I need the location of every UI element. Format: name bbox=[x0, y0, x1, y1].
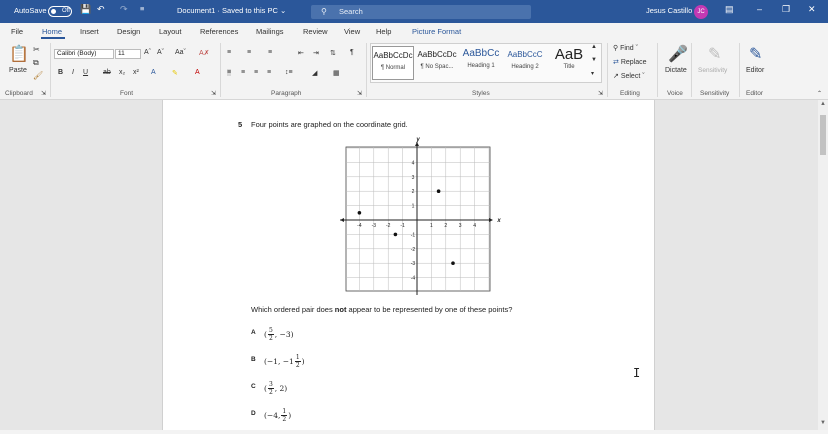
line-spacing-icon[interactable]: ↕≡ bbox=[285, 69, 293, 76]
editing-group-label: Editing bbox=[620, 90, 640, 97]
coordinate-grid[interactable] bbox=[346, 137, 501, 297]
tab-picture-format[interactable]: Picture Format bbox=[412, 27, 462, 36]
divider bbox=[607, 43, 608, 97]
style-preview: AaBbCc bbox=[462, 48, 500, 59]
option-open: ( bbox=[264, 329, 267, 339]
ibeam-cursor-icon: I bbox=[633, 366, 641, 380]
grow-font-icon[interactable]: Aˆ bbox=[144, 49, 151, 56]
scroll-up-icon[interactable]: ▲ bbox=[820, 101, 826, 107]
sensitivity-icon[interactable]: ✎ bbox=[708, 46, 722, 63]
tab-home[interactable]: Home bbox=[42, 27, 63, 36]
editor-icon[interactable]: ✎ bbox=[749, 46, 763, 63]
styles-launcher-icon[interactable]: ⇲ bbox=[598, 91, 604, 97]
autosave-label: AutoSave bbox=[14, 6, 47, 15]
superscript-icon[interactable]: x² bbox=[133, 69, 139, 76]
search-input[interactable] bbox=[311, 5, 531, 19]
fraction-numerator: 1 bbox=[295, 353, 300, 361]
option-open: (−1, −1 bbox=[264, 356, 294, 366]
search-icon: ⚲ bbox=[321, 7, 327, 16]
clear-formatting-icon[interactable]: A✗ bbox=[199, 50, 210, 57]
style-name: ¶ No Spac... bbox=[420, 64, 454, 70]
find-icon: ⚲ bbox=[613, 45, 621, 52]
sensitivity-button[interactable]: Sensitivity bbox=[698, 67, 728, 74]
styles-scroll-down-icon[interactable]: ▼ bbox=[591, 57, 597, 63]
divider bbox=[220, 43, 221, 97]
replace-label: Replace bbox=[620, 59, 647, 66]
tab-view[interactable]: View bbox=[344, 27, 361, 36]
microphone-icon[interactable]: 🎤 bbox=[668, 46, 688, 63]
x-tick-label: -2 bbox=[385, 223, 391, 229]
show-marks-icon[interactable]: ¶ bbox=[350, 49, 354, 56]
y-tick-label: 3 bbox=[411, 174, 415, 181]
styles-group-label: Styles bbox=[472, 90, 490, 97]
style-preview: AaBbCcDc bbox=[373, 51, 413, 60]
borders-icon[interactable]: ▦ bbox=[333, 70, 340, 77]
paste-icon[interactable]: 📋 bbox=[9, 46, 29, 63]
option-rest: , −3) bbox=[274, 329, 294, 339]
decrease-indent-icon[interactable]: ⇤ bbox=[298, 50, 304, 57]
option-open: (−4, bbox=[264, 410, 281, 420]
avatar[interactable]: JC bbox=[694, 5, 708, 19]
tab-file[interactable]: File bbox=[11, 27, 24, 36]
fraction-denominator: 2 bbox=[282, 415, 287, 423]
fraction bbox=[281, 408, 287, 423]
data-point bbox=[451, 261, 455, 265]
active-tab-underline bbox=[41, 37, 65, 39]
restore-icon[interactable]: ❐ bbox=[782, 4, 791, 14]
question-number: 5 bbox=[238, 120, 243, 129]
title-bar bbox=[0, 0, 828, 23]
ribbon-display-icon[interactable]: ▤ bbox=[725, 4, 734, 14]
x-axis-label: x bbox=[497, 218, 501, 224]
align-center-icon[interactable]: ≡ bbox=[241, 69, 246, 76]
tab-insert[interactable]: Insert bbox=[80, 27, 99, 36]
option-value bbox=[264, 378, 287, 398]
copy-icon[interactable]: ⧉ bbox=[33, 58, 39, 67]
font-size-select[interactable]: 11 bbox=[115, 49, 141, 59]
style-name: Heading 1 bbox=[467, 63, 495, 69]
option-rest: , 2) bbox=[274, 383, 288, 393]
replace-icon: ⇄ bbox=[613, 59, 621, 66]
x-tick-label: 4 bbox=[473, 223, 476, 229]
select-icon: ↗ bbox=[613, 73, 621, 80]
question-prefix: Which ordered pair does bbox=[251, 305, 335, 314]
replace-button[interactable] bbox=[613, 58, 647, 66]
paste-button[interactable]: Paste bbox=[9, 67, 27, 74]
bold-icon[interactable]: B bbox=[58, 69, 64, 76]
shading-icon[interactable]: ◢ bbox=[312, 70, 318, 77]
option-letter: D bbox=[251, 410, 256, 417]
option-value bbox=[264, 351, 305, 371]
fraction bbox=[295, 354, 301, 369]
fraction bbox=[268, 381, 274, 396]
fraction-numerator: 5 bbox=[268, 326, 273, 334]
editor-button[interactable]: Editor bbox=[746, 67, 765, 74]
y-tick-label: 2 bbox=[411, 189, 415, 196]
font-launcher-icon[interactable]: ⇲ bbox=[211, 91, 217, 97]
customize-toolbar-icon[interactable]: ≡ bbox=[140, 4, 145, 13]
italic-icon[interactable]: I bbox=[72, 69, 74, 76]
divider bbox=[50, 43, 51, 97]
y-tick-label: -4 bbox=[410, 275, 416, 282]
question-emphasis: not bbox=[334, 305, 347, 314]
highlight-icon[interactable]: ✎ bbox=[172, 70, 178, 77]
y-tick-label: 1 bbox=[411, 203, 415, 210]
question-text bbox=[251, 305, 512, 314]
option-rest: ) bbox=[301, 356, 305, 366]
collapse-ribbon-icon[interactable]: ⌃ bbox=[817, 91, 823, 97]
format-painter-icon[interactable]: 🖌 bbox=[33, 71, 44, 80]
increase-indent-icon[interactable]: ⇥ bbox=[313, 50, 319, 57]
strikethrough-icon[interactable]: ab bbox=[103, 69, 111, 76]
sort-icon[interactable]: ⇅ bbox=[330, 50, 336, 57]
option-rest: ) bbox=[288, 410, 292, 420]
find-button[interactable]: ⚲ Find ˇ bbox=[613, 45, 638, 52]
x-tick-label: -3 bbox=[371, 223, 377, 229]
multilevel-list-icon[interactable]: ≡ bbox=[268, 49, 273, 56]
font-color-icon[interactable]: A bbox=[195, 69, 200, 76]
subscript-icon[interactable]: x₂ bbox=[119, 69, 126, 76]
document-page[interactable] bbox=[162, 100, 655, 430]
minimize-icon[interactable]: – bbox=[757, 4, 763, 14]
styles-scroll-up-icon[interactable]: ▲ bbox=[591, 44, 597, 50]
divider bbox=[739, 43, 740, 97]
fraction bbox=[268, 327, 274, 342]
option-letter: C bbox=[251, 383, 256, 390]
underline-icon[interactable]: U bbox=[83, 69, 89, 76]
tab-help[interactable]: Help bbox=[376, 27, 392, 36]
x-axis-arrow bbox=[340, 218, 344, 222]
fraction-denominator: 2 bbox=[268, 334, 273, 342]
question-intro: Four points are graphed on the coordinate grid. bbox=[251, 120, 408, 129]
style-heading-1[interactable] bbox=[460, 46, 502, 80]
style-preview: AaBbCcC bbox=[507, 50, 543, 59]
vertical-scrollbar[interactable] bbox=[818, 100, 828, 430]
option-letter: B bbox=[251, 356, 256, 363]
tab-design[interactable]: Design bbox=[117, 27, 141, 36]
style-heading-2[interactable] bbox=[504, 46, 546, 80]
style-normal[interactable] bbox=[372, 46, 414, 80]
numbering-icon[interactable]: ≡ bbox=[247, 49, 252, 56]
y-tick-label: -3 bbox=[410, 261, 416, 268]
shrink-font-icon[interactable]: Aˇ bbox=[157, 49, 164, 56]
find-label: Find bbox=[620, 45, 634, 52]
scroll-down-icon[interactable]: ▼ bbox=[820, 420, 826, 426]
question-suffix: appear to be represented by one of these points? bbox=[346, 305, 513, 314]
clipboard-group-label: Clipboard bbox=[5, 90, 33, 97]
user-name[interactable]: Jesus Castillo bbox=[646, 6, 693, 15]
style-name: Heading 2 bbox=[511, 64, 539, 70]
option-value bbox=[264, 324, 294, 344]
tab-mailings[interactable]: Mailings bbox=[256, 27, 284, 36]
styles-more-icon[interactable]: ▾ bbox=[591, 71, 595, 77]
justify-icon[interactable]: ≡ bbox=[267, 69, 272, 76]
paragraph-launcher-icon[interactable]: ⇲ bbox=[357, 91, 363, 97]
data-point bbox=[358, 211, 362, 215]
grid-border bbox=[346, 147, 490, 291]
tab-review[interactable]: Review bbox=[303, 27, 328, 36]
close-icon[interactable]: ✕ bbox=[808, 4, 816, 14]
select-button[interactable]: ↗ Select ˇ bbox=[613, 73, 645, 80]
x-tick-label: -1 bbox=[400, 223, 405, 229]
fraction-denominator: 2 bbox=[268, 388, 273, 396]
save-icon[interactable]: 💾 bbox=[80, 4, 92, 14]
y-axis-label: y bbox=[416, 137, 420, 143]
font-name-select[interactable]: Calibri (Body) bbox=[54, 49, 114, 59]
dictate-button[interactable]: Dictate bbox=[665, 67, 687, 74]
option-open: ( bbox=[264, 383, 267, 393]
align-left-icon[interactable]: ≡ bbox=[227, 69, 232, 76]
tab-layout[interactable]: Layout bbox=[159, 27, 182, 36]
ribbon-tabs bbox=[0, 23, 828, 40]
x-axis-arrow bbox=[489, 218, 493, 222]
align-right-icon[interactable]: ≡ bbox=[254, 69, 259, 76]
change-case-icon[interactable]: Aaˇ bbox=[175, 49, 186, 56]
bullets-icon[interactable]: ≡ bbox=[227, 49, 232, 56]
paragraph-group-label: Paragraph bbox=[271, 90, 302, 97]
divider bbox=[657, 43, 658, 97]
style-name: ¶ Normal bbox=[380, 65, 406, 71]
x-tick-label: -4 bbox=[357, 223, 362, 229]
style-preview: AaBbCcDc bbox=[417, 50, 457, 59]
clipboard-launcher-icon[interactable]: ⇲ bbox=[41, 91, 47, 97]
font-group-label: Font bbox=[120, 90, 134, 97]
editor-group-label: Editor bbox=[746, 90, 763, 97]
document-area bbox=[0, 100, 818, 430]
style-name: Title bbox=[563, 64, 575, 70]
fraction-denominator: 2 bbox=[295, 361, 300, 369]
y-tick-label: -1 bbox=[410, 232, 416, 239]
data-point bbox=[394, 233, 398, 237]
voice-group-label: Voice bbox=[667, 90, 683, 97]
style-title[interactable] bbox=[548, 46, 590, 80]
fraction-numerator: 3 bbox=[268, 380, 273, 388]
divider bbox=[366, 43, 367, 97]
option-value bbox=[264, 405, 291, 425]
y-tick-label: -2 bbox=[410, 246, 416, 253]
search-placeholder: Search bbox=[339, 7, 363, 16]
document-title[interactable]: Document1 · Saved to this PC ⌄ bbox=[177, 6, 287, 15]
sensitivity-group-label: Sensitivity bbox=[700, 90, 730, 97]
x-tick-label: 1 bbox=[430, 223, 433, 229]
style-no-spacing[interactable] bbox=[416, 46, 458, 80]
text-effects-icon[interactable]: A bbox=[151, 69, 156, 76]
ribbon bbox=[0, 40, 828, 100]
divider bbox=[691, 43, 692, 97]
fraction-numerator: 1 bbox=[282, 407, 287, 415]
scrollbar-thumb[interactable] bbox=[820, 115, 826, 155]
status-bar bbox=[0, 430, 828, 434]
undo-icon[interactable]: ↶ bbox=[97, 4, 105, 14]
y-tick-label: 4 bbox=[411, 160, 415, 167]
select-label: Select bbox=[620, 73, 641, 80]
option-letter: A bbox=[251, 329, 256, 336]
redo-icon[interactable]: ↷ bbox=[120, 4, 128, 14]
cut-icon[interactable]: ✂ bbox=[33, 45, 40, 54]
autosave-toggle[interactable]: Off bbox=[48, 6, 72, 17]
style-preview: AaB bbox=[554, 46, 584, 63]
x-tick-label: 2 bbox=[444, 223, 448, 229]
x-tick-label: 3 bbox=[458, 223, 462, 229]
tab-references[interactable]: References bbox=[200, 27, 239, 36]
data-point bbox=[437, 189, 441, 193]
